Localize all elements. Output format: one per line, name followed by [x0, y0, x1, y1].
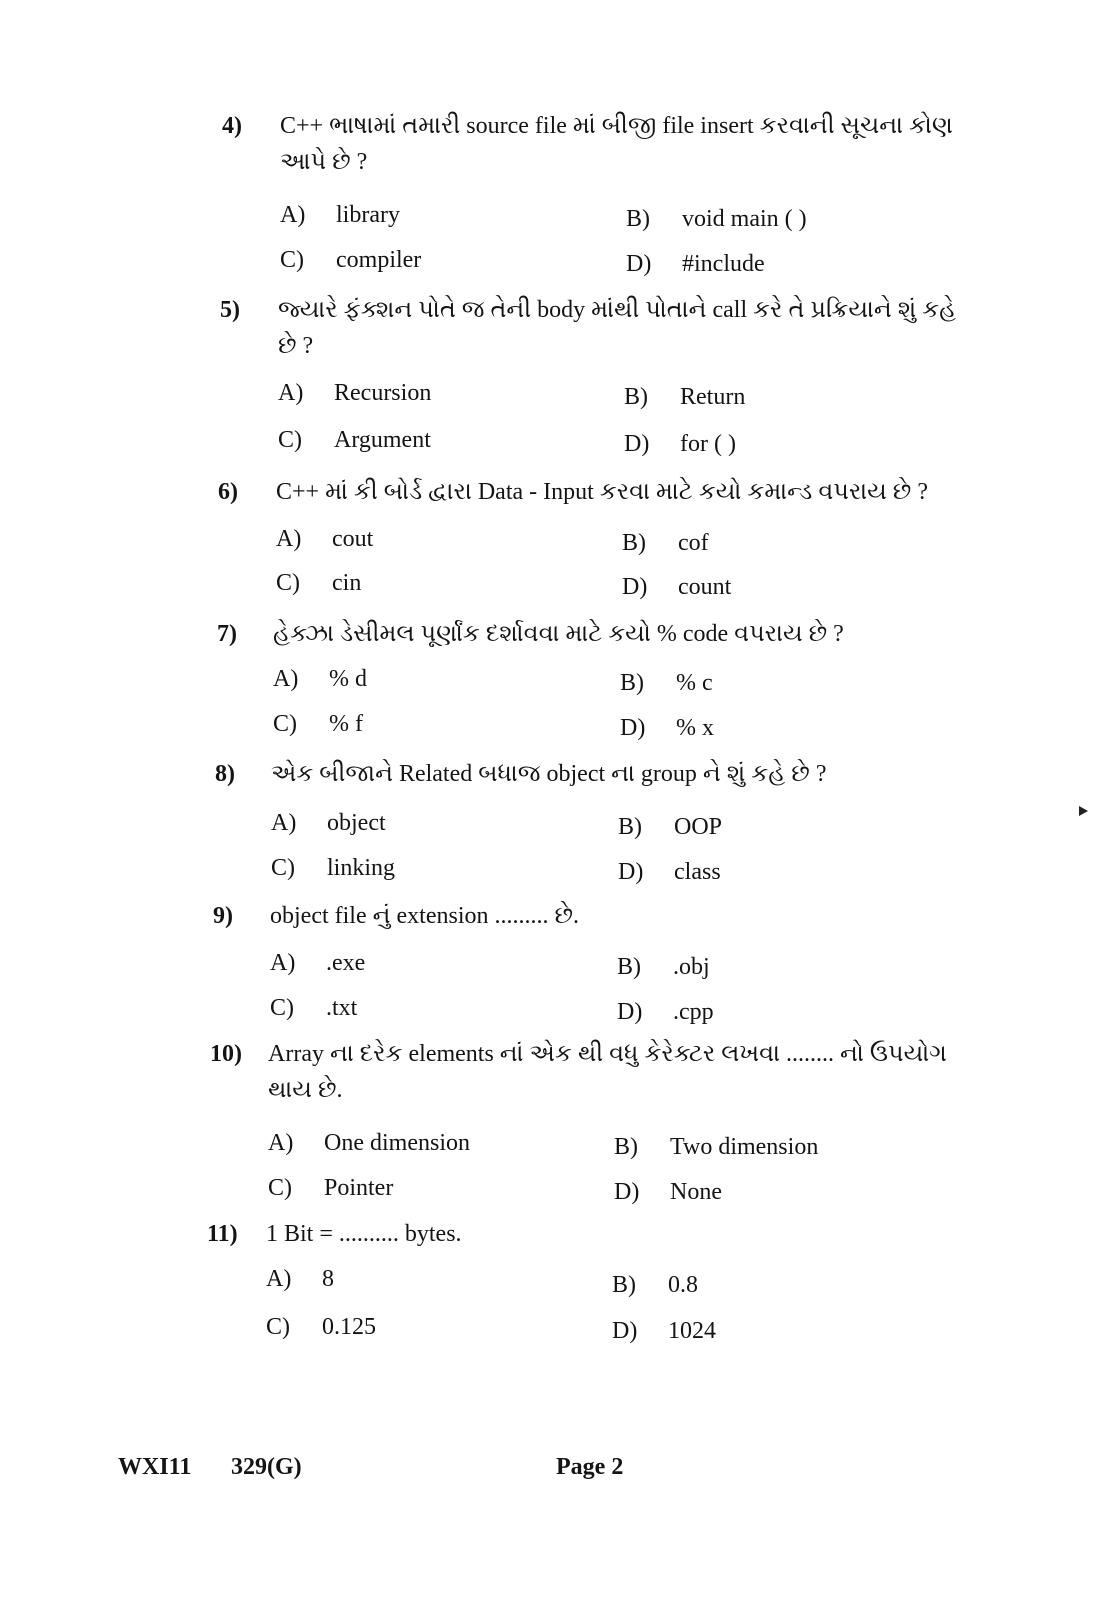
option-letter: C): [273, 711, 297, 737]
option-text: cof: [678, 530, 709, 556]
option-text: cout: [332, 526, 374, 552]
option-a: [271, 808, 386, 838]
question-text: જ્યારે ફંક્શન પોતે જ તેની body માંથી પોતાને call કરે તે પ્રક્રિયાને શું કહે છે ?: [278, 297, 957, 359]
option-letter: C): [276, 570, 300, 596]
option-letter: D): [618, 859, 644, 885]
option-letter: A): [276, 526, 302, 552]
option-text: % f: [329, 711, 363, 737]
option-a: [278, 378, 431, 408]
option-d: [614, 1177, 722, 1207]
option-c: [268, 1173, 393, 1203]
option-text: 0.8: [668, 1272, 698, 1298]
footer-page-number: Page 2: [556, 1454, 624, 1480]
option-text: One dimension: [324, 1130, 470, 1156]
option-letter: A): [270, 950, 296, 976]
option-letter: B): [612, 1272, 636, 1298]
question-number: 9): [213, 903, 233, 929]
option-letter: A): [273, 666, 299, 692]
option-letter: D): [614, 1179, 640, 1205]
option-c: [273, 709, 363, 739]
option-b: [614, 1132, 818, 1162]
option-letter: A): [266, 1266, 292, 1292]
option-letter: C): [280, 247, 304, 273]
option-text: 0.125: [322, 1314, 376, 1340]
option-letter: B): [618, 814, 642, 840]
option-letter: D): [626, 251, 652, 277]
option-text: % c: [676, 670, 713, 696]
option-text: #include: [682, 251, 765, 277]
question-text: C++ માં કી બોર્ડ દ્વારા Data - Input કરવા માટે કયો કમાન્ડ વપરાય છે ?: [276, 479, 929, 505]
footer-code: WXI11: [118, 1454, 192, 1480]
option-b: [612, 1270, 698, 1300]
option-c: [280, 245, 421, 275]
option-d: [617, 997, 714, 1027]
option-letter: C): [270, 995, 294, 1021]
option-text: compiler: [336, 247, 422, 273]
option-d: [622, 572, 731, 602]
question-number: 11): [207, 1221, 238, 1247]
option-b: [620, 668, 713, 698]
option-letter: D): [622, 574, 648, 600]
option-letter: A): [268, 1130, 294, 1156]
option-b: [622, 528, 709, 558]
option-c: [270, 993, 357, 1023]
option-letter: C): [278, 427, 302, 453]
option-letter: B): [626, 206, 650, 232]
option-letter: D): [617, 999, 643, 1025]
option-letter: B): [617, 954, 641, 980]
option-text: Argument: [334, 427, 431, 453]
question-number: 5): [220, 297, 240, 323]
option-d: [618, 857, 721, 887]
option-a: [276, 524, 373, 554]
option-a: [280, 200, 400, 230]
option-b: [617, 952, 710, 982]
option-text: cin: [332, 570, 362, 596]
option-letter: C): [271, 855, 295, 881]
option-d: [612, 1316, 716, 1346]
question-text: Array ના દરેક elements નાં એક થી વધુ કેરેક્ટર લખવા ........ નો ઉપયોગ થાય છે.: [268, 1041, 947, 1103]
question-number: 8): [215, 761, 235, 787]
option-text: Recursion: [334, 380, 432, 406]
option-b: [624, 382, 745, 412]
option-letter: D): [612, 1318, 638, 1344]
option-d: [626, 249, 765, 279]
margin-arrow-mark: [1079, 806, 1088, 816]
option-text: object: [327, 810, 386, 836]
option-text: Two dimension: [670, 1134, 819, 1160]
option-text: .cpp: [673, 999, 714, 1025]
option-text: .obj: [673, 954, 710, 980]
option-text: 1024: [668, 1318, 716, 1344]
option-letter: A): [280, 202, 306, 228]
question-text: હેક્ઝા ડેસીમલ પૂર્ણાંક દર્શાવવા માટે કયો % code વપરાય છે ?: [273, 621, 844, 647]
option-a: [266, 1264, 334, 1294]
option-text: .txt: [326, 995, 358, 1021]
option-a: [270, 948, 365, 978]
question-number: 6): [218, 479, 238, 505]
question-number: 4): [222, 113, 242, 139]
option-d: [620, 713, 714, 743]
option-text: .exe: [326, 950, 366, 976]
option-c: [278, 425, 431, 455]
option-d: [624, 429, 736, 459]
option-letter: C): [268, 1175, 292, 1201]
option-text: 8: [322, 1266, 334, 1292]
option-text: Return: [680, 384, 746, 410]
option-text: library: [336, 202, 400, 228]
option-letter: B): [622, 530, 646, 556]
option-letter: B): [624, 384, 648, 410]
question-text: C++ ભાષામાં તમારી source file માં બીજી file insert કરવાની સૂચના કોણ આપે છે ?: [280, 113, 953, 175]
option-text: class: [674, 859, 721, 885]
option-b: [618, 812, 722, 842]
question-number: 7): [217, 621, 237, 647]
option-b: [626, 204, 807, 234]
option-letter: C): [266, 1314, 290, 1340]
question-text: 1 Bit = .......... bytes.: [266, 1221, 462, 1247]
option-letter: D): [620, 715, 646, 741]
option-text: % x: [676, 715, 714, 741]
option-a: [273, 664, 367, 694]
option-text: for ( ): [680, 431, 736, 457]
option-c: [271, 853, 395, 883]
option-letter: D): [624, 431, 650, 457]
question-text: એક બીજાને Related બધાજ object ના group ને શું કહે છે ?: [271, 761, 827, 787]
option-letter: B): [614, 1134, 638, 1160]
option-c: [266, 1312, 376, 1342]
question-number: 10): [210, 1041, 242, 1067]
option-letter: A): [278, 380, 304, 406]
option-text: OOP: [674, 814, 723, 840]
option-text: void main ( ): [682, 206, 807, 232]
question-text: object file નું extension ......... છે.: [270, 903, 580, 929]
option-a: [268, 1128, 470, 1158]
footer-paper-number: 329(G): [231, 1454, 302, 1480]
option-letter: B): [620, 670, 644, 696]
option-text: % d: [329, 666, 367, 692]
option-text: count: [678, 574, 732, 600]
option-text: linking: [327, 855, 396, 881]
option-text: Pointer: [324, 1175, 394, 1201]
option-c: [276, 568, 361, 598]
option-letter: A): [271, 810, 297, 836]
option-text: None: [670, 1179, 722, 1205]
